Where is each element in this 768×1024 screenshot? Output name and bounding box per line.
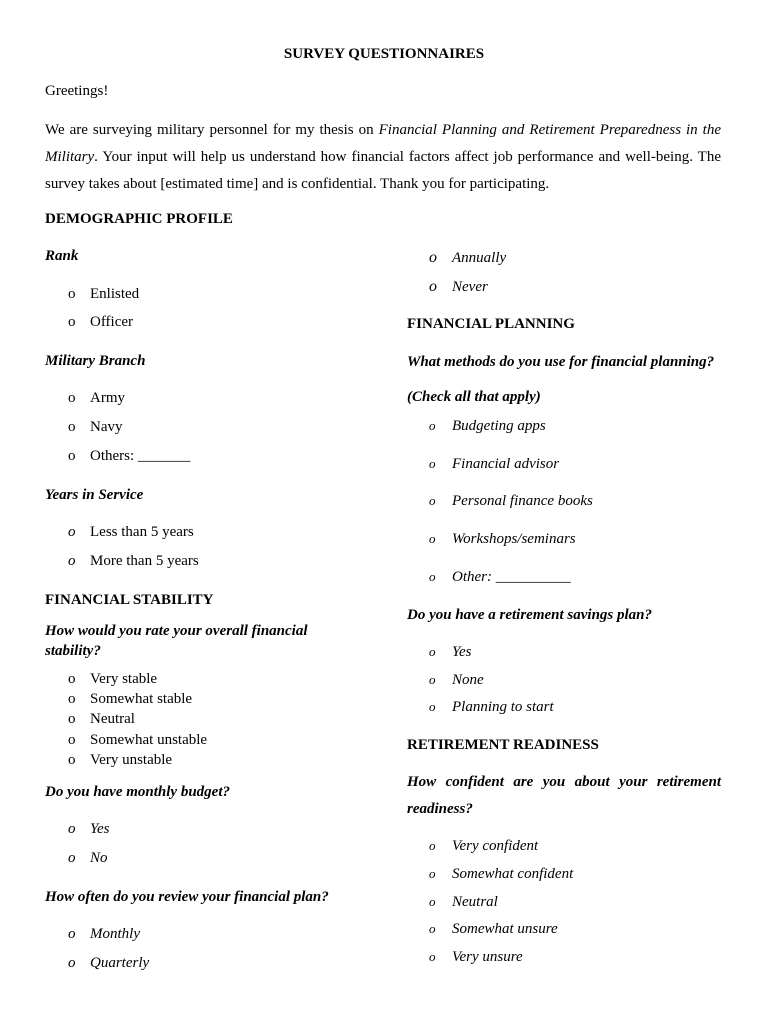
option-monthly[interactable]: o Monthly: [68, 926, 140, 942]
bullet-icon: o: [429, 569, 436, 584]
bullet-icon: o: [429, 921, 436, 936]
option-somewhat-confident[interactable]: o Somewhat confident: [429, 866, 574, 882]
section-heading-planning: FINANCIAL PLANNING: [407, 316, 575, 332]
bullet-icon: o: [68, 553, 76, 569]
option-very-confident[interactable]: o Very confident: [429, 838, 539, 854]
option-army[interactable]: o Army: [68, 390, 125, 406]
section-heading-retirement: RETIREMENT READINESS: [407, 737, 599, 753]
option-plan-none[interactable]: o None: [429, 672, 484, 688]
bullet-icon: o: [429, 644, 436, 659]
bullet-icon: o: [68, 286, 76, 302]
bullet-icon: o: [68, 419, 76, 435]
option-finance-books[interactable]: o Personal finance books: [429, 493, 593, 509]
intro-paragraph: [45, 117, 721, 198]
bullet-icon: o: [429, 249, 437, 266]
option-plan-start[interactable]: o Planning to start: [429, 699, 554, 715]
option-workshops[interactable]: o Workshops/seminars: [429, 531, 576, 547]
option-budget-no[interactable]: o No: [68, 850, 108, 866]
bullet-icon: o: [429, 866, 436, 881]
option-somewhat-unstable[interactable]: o Somewhat unstable: [68, 732, 208, 748]
option-never[interactable]: o Never: [429, 278, 488, 295]
bullet-icon: o: [68, 524, 76, 540]
bullet-icon: o: [68, 821, 76, 837]
question-methods: What methods do you use for financial planning? (Check all that apply): [407, 354, 715, 405]
option-very-unsure[interactable]: o Very unsure: [429, 949, 523, 965]
bullet-icon: o: [429, 493, 436, 508]
bullet-icon: o: [68, 314, 76, 330]
bullet-icon: o: [429, 456, 436, 471]
question-budget: Do you have monthly budget?: [45, 784, 231, 800]
bullet-icon: o: [68, 691, 76, 707]
option-neutral[interactable]: o Neutral: [68, 711, 135, 727]
option-more-5[interactable]: o More than 5 years: [68, 553, 199, 569]
bullet-icon: o: [429, 418, 436, 433]
bullet-icon: o: [68, 732, 76, 748]
bullet-icon: o: [68, 711, 76, 727]
option-somewhat-stable[interactable]: o Somewhat stable: [68, 691, 193, 707]
bullet-icon: o: [429, 699, 436, 714]
option-plan-yes[interactable]: o Yes: [429, 644, 472, 660]
bullet-icon: o: [68, 955, 76, 971]
bullet-icon: o: [429, 949, 436, 964]
question-years: Years in Service: [45, 487, 144, 503]
bullet-icon: o: [429, 278, 437, 295]
intro-text-2: . Your input will help us understand how financial factors affect job performance and well-being. The survey takes about [estimated time] and is confidential. Thank you for participating.: [45, 149, 721, 192]
option-budget-yes[interactable]: o Yes: [68, 821, 110, 837]
option-annually[interactable]: o Annually: [429, 249, 507, 266]
option-less-5[interactable]: o Less than 5 years: [68, 524, 194, 540]
bullet-icon: o: [68, 448, 76, 464]
thesis-title: Financial Planning and Retirement Preparedness in the Military: [45, 122, 721, 165]
bullet-icon: o: [68, 926, 76, 942]
question-review: How often do you review your financial plan?: [45, 889, 329, 905]
bullet-icon: o: [68, 850, 76, 866]
question-confidence: How confident are you about your retirement readiness?: [407, 774, 721, 817]
option-others[interactable]: o Others: _______: [68, 448, 191, 464]
question-retirement-plan: Do you have a retirement savings plan?: [407, 607, 653, 623]
section-heading-stability: FINANCIAL STABILITY: [45, 592, 214, 608]
question-branch: Military Branch: [45, 353, 146, 369]
option-other[interactable]: o Other: __________: [429, 569, 571, 585]
bullet-icon: o: [68, 671, 76, 687]
bullet-icon: o: [68, 390, 76, 406]
bullet-icon: o: [429, 672, 436, 687]
option-very-stable[interactable]: o Very stable: [68, 671, 158, 687]
option-very-unstable[interactable]: o Very unstable: [68, 752, 173, 768]
option-quarterly[interactable]: o Quarterly: [68, 955, 150, 971]
option-budgeting-apps[interactable]: o Budgeting apps: [429, 418, 546, 434]
option-somewhat-unsure[interactable]: o Somewhat unsure: [429, 921, 558, 937]
bullet-icon: o: [68, 752, 76, 768]
option-enlisted[interactable]: o Enlisted: [68, 286, 140, 302]
option-financial-advisor[interactable]: o Financial advisor: [429, 456, 560, 472]
intro-text-1: We are surveying military personnel for my thesis on: [45, 122, 379, 138]
option-officer[interactable]: o Officer: [68, 314, 134, 330]
section-heading-demographic: DEMOGRAPHIC PROFILE: [45, 211, 233, 227]
greeting: Greetings!: [45, 83, 109, 99]
bullet-icon: o: [429, 894, 436, 909]
option-confidence-neutral[interactable]: o Neutral: [429, 894, 498, 910]
bullet-icon: o: [429, 838, 436, 853]
option-navy[interactable]: o Navy: [68, 419, 123, 435]
page-title: SURVEY QUESTIONNAIRES: [283, 46, 485, 62]
bullet-icon: o: [429, 531, 436, 546]
question-stability: How would you rate your overall financial stability?: [45, 623, 308, 659]
question-rank: Rank: [45, 248, 79, 264]
